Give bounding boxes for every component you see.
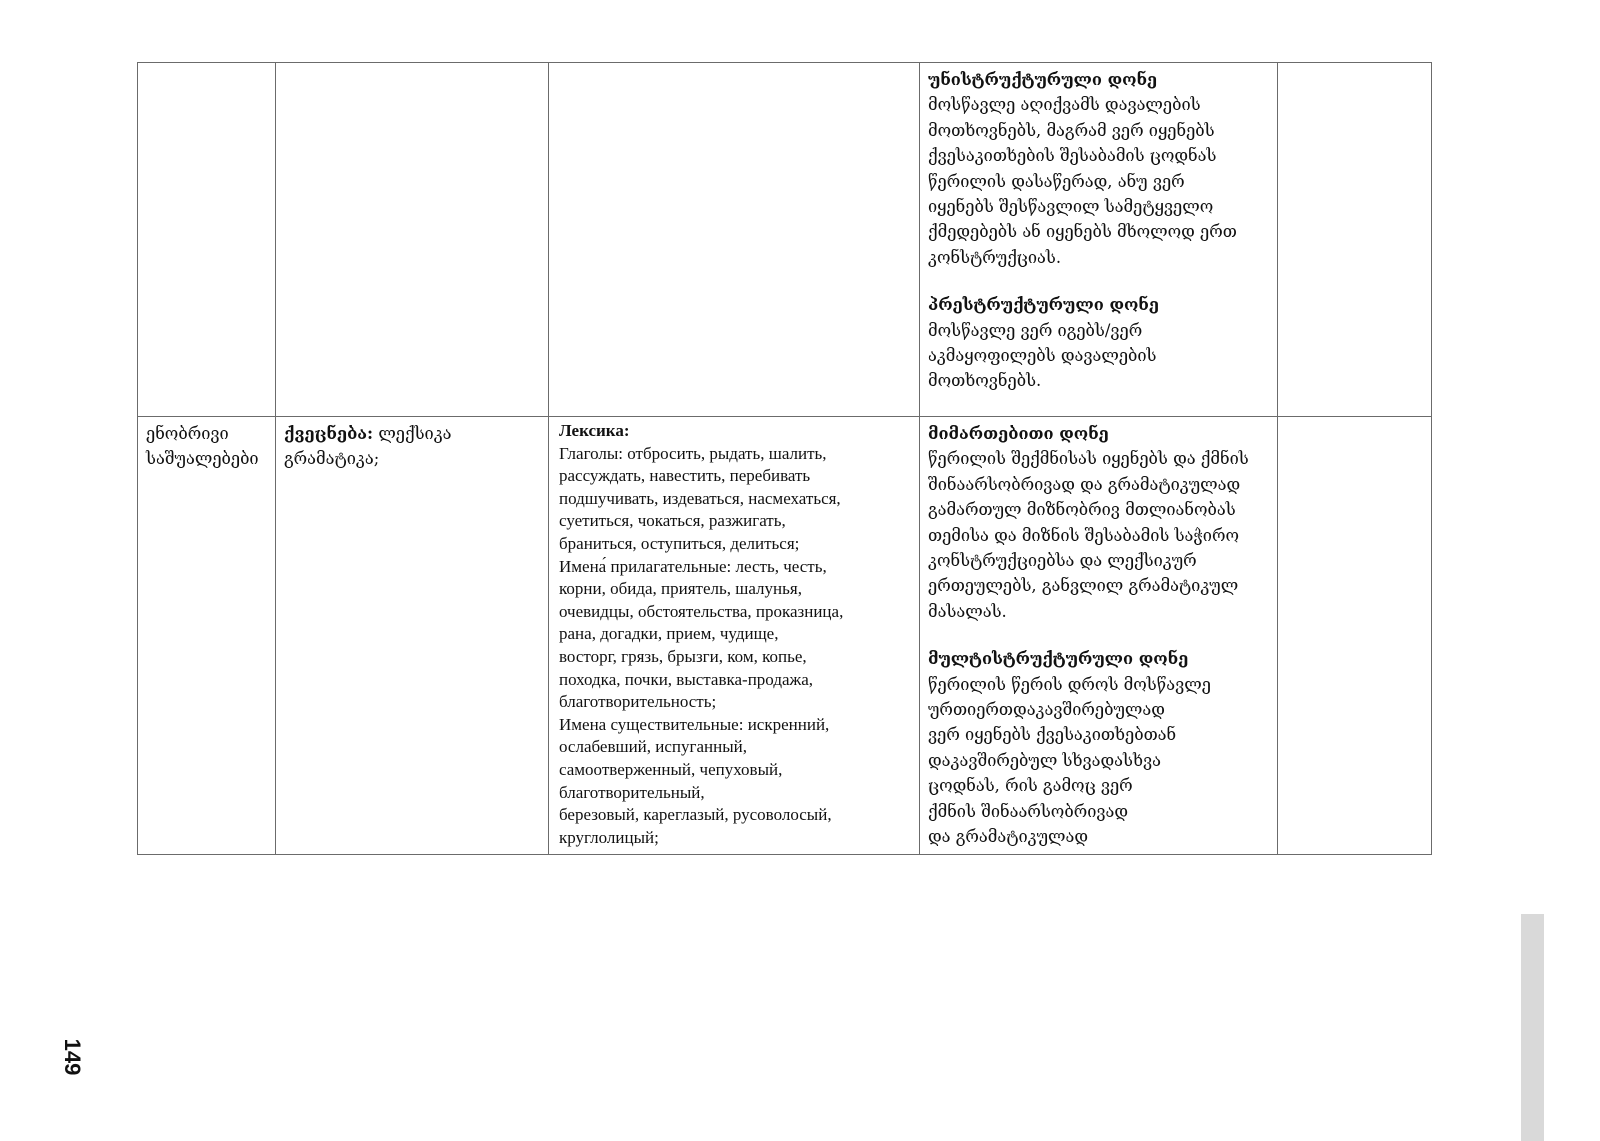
- table-cell-empty: [1278, 63, 1432, 417]
- page-edge-bar: [1521, 914, 1544, 1141]
- table-cell-empty: [1278, 417, 1432, 855]
- category-label: ენობრივი საშუალებები: [146, 424, 259, 469]
- assessment-levels-cell: [920, 417, 1278, 855]
- subconcept-cell: [276, 417, 549, 855]
- table-row: [138, 417, 1432, 855]
- page-number: 149: [60, 1038, 85, 1076]
- lexicon-list: Глаголы: отбросить, рыдать, шалить, рассуждать, навестить, перебивать подшучивать, издеваться, насмехаться, суетиться, чокаться, разжигать, браниться, оступиться, делиться; Имена́ прилагательные: лесть, честь, корни, обида, приятель, шалунья, очевидцы, обстоятельства, проказница, рана, догадки, прием, чудище, восторг, грязь, брызги, ком, копье, походка, почки, выставка-продажа, благотворительность; Имена существительные: искренний, ослабевший, испуганный, самоотверженный, чепуховый, благотворительный, березовый, кареглазый, русоволосый, круглолицый;: [559, 443, 844, 847]
- subconcept-text: [284, 421, 540, 472]
- subconcept-label: ქვეცნება:: [284, 424, 374, 443]
- level-description: წერილის წერის დროს მოსწავლე ურთიერთდაკავშირებულად ვერ იყენებს ქვესაკითხებთან დაკავშირებულ სხვადასხვა ცოდნას, რის გამოც ვერ ქმნის შინაარსობრივად და გრამატიკულად: [928, 674, 1211, 847]
- lexicon-cell: [549, 417, 920, 855]
- assessment-levels-cell: [920, 63, 1278, 417]
- level-heading: მულტისტრუქტურული დონე: [928, 649, 1189, 669]
- table-cell-empty: [276, 63, 549, 417]
- lexicon-title: Лексика:: [559, 421, 630, 440]
- table-cell-empty: [138, 63, 276, 417]
- category-cell: [138, 417, 276, 855]
- level-description: მოსწავლე ვერ იგებს/ვერ აკმაყოფილებს დავალების მოთხოვნებს.: [928, 320, 1157, 391]
- level-heading: მიმართებითი დონე: [928, 424, 1109, 443]
- level-heading: უნისტრუქტურული დონე: [928, 70, 1158, 89]
- table-row: [138, 63, 1432, 417]
- subconcept-value: ლექსიკა გრამატიკა;: [284, 424, 452, 469]
- curriculum-table: [137, 62, 1432, 855]
- level-description: წერილის შექმნისას იყენებს და ქმნის შინაარსობრივად და გრამატიკულად გამართულ მიზნობრივ მთლიანობას თემისა და მიზნის შესაბამის საჭირო კონსტრუქციებსა და ლექსიკურ ერთეულებს, განვლილ გრამატიკულ მასალას.: [928, 449, 1249, 621]
- table-cell-empty: [549, 63, 920, 417]
- level-heading: პრესტრუქტურული დონე: [928, 295, 1159, 315]
- level-description: მოსწავლე აღიქვამს დავალების მოთხოვნებს, მაგრამ ვერ იყენებს ქვესაკითხების შესაბამის ცოდნას წერილის დასაწერად, ანუ ვერ იყენებს შესწავლილ სამეტყველო ქმედებებს ან იყენებს მხოლოდ ერთ კონსტრუქციას.: [928, 95, 1237, 267]
